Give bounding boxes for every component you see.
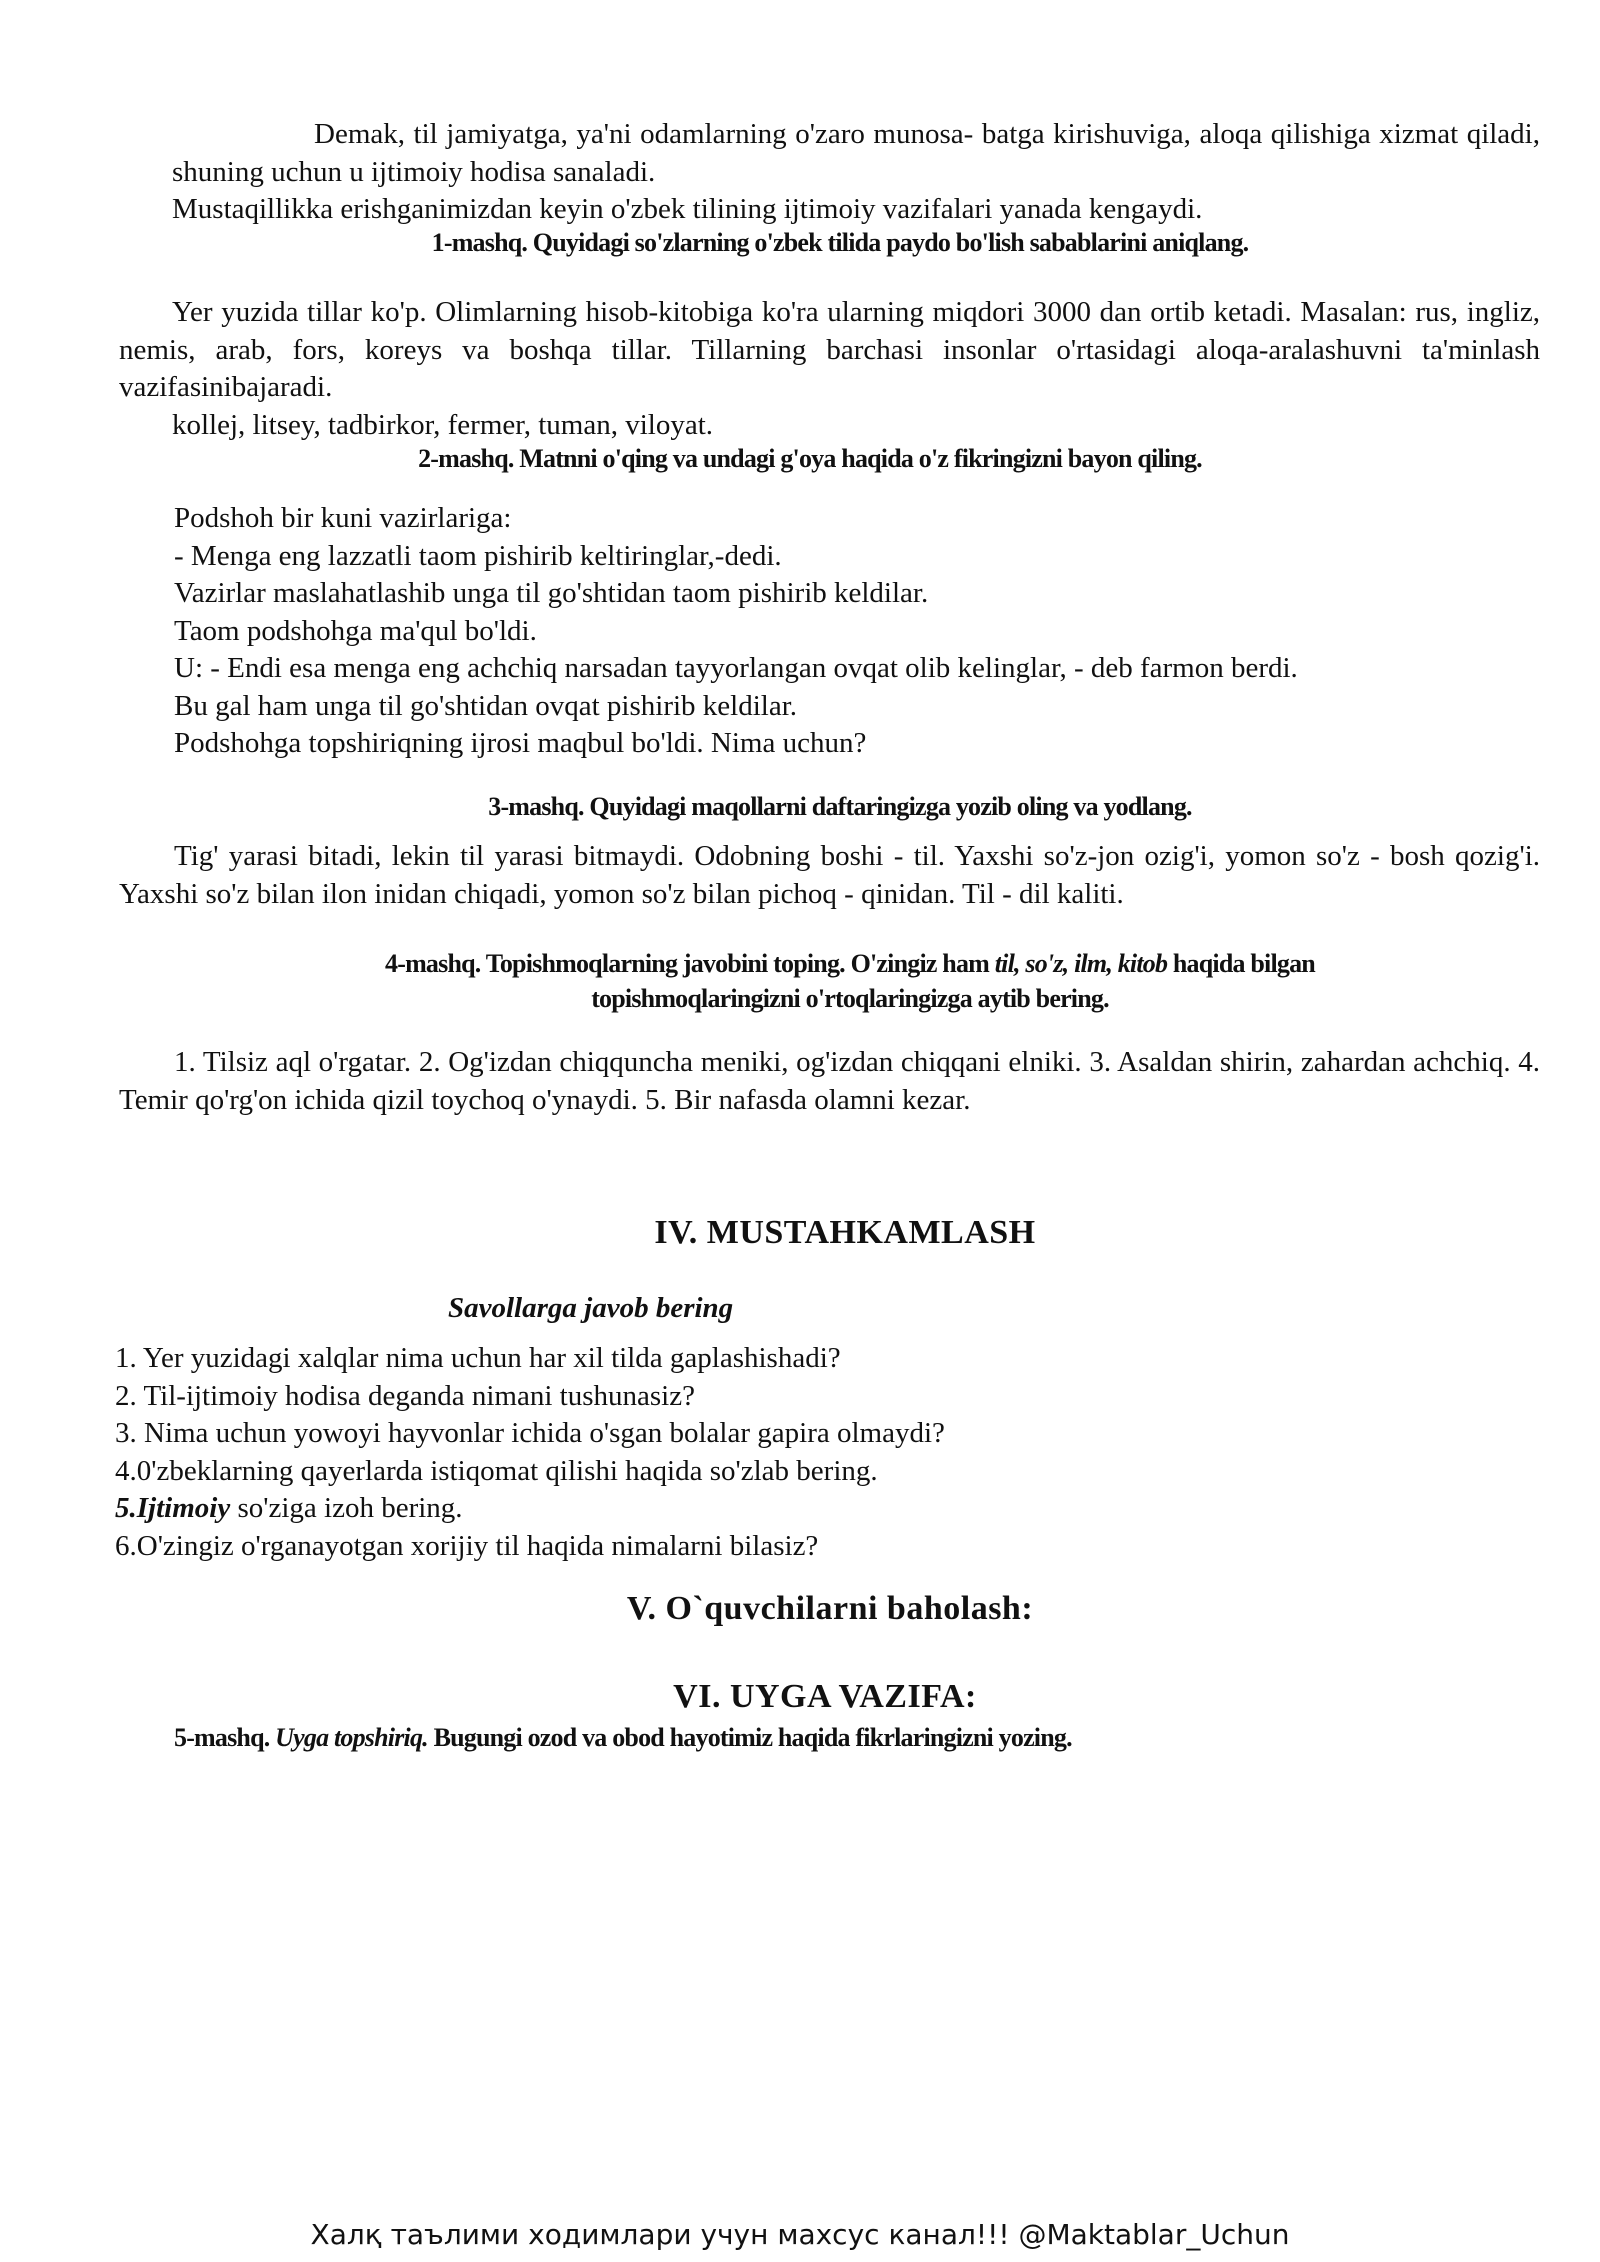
exercise-4-heading-part-b: haqida bilgan: [1172, 949, 1315, 978]
question-5-keyword: 5.Ijtimoiy: [115, 1492, 231, 1524]
homework-line: [174, 1720, 1072, 1755]
exercise-3-heading: 3-mashq. Quyidagi maqollarni daftaringizga yozib oling va yodlang.: [488, 792, 1192, 821]
exercise-2-heading: 2-mashq. Matnni o'qing va undagi g'oya haqida o'z fikringizni bayon qiling.: [418, 444, 1202, 473]
section-5-title: V. O`quvchilarni baholash:: [626, 1590, 1034, 1627]
question-item: [115, 1490, 1515, 1528]
exercise-4-heading: [200, 946, 1500, 1016]
question-item: 2. Til-ijtimoiy hodisa deganda nimani tushunasiz?: [115, 1379, 695, 1412]
homework-label: 5-mashq.: [174, 1723, 270, 1752]
section-4-subtitle: Savollarga javob bering: [448, 1292, 734, 1324]
section-4-questions: [115, 1340, 1515, 1565]
exercise-4-paragraph: 1. Tilsiz aql o'rgatar. 2. Og'izdan chiqquncha meniki, og'izdan chiqqani elniki. 3. Asaldan shirin, zahardan achchiq. 4. Temir qo'rg'on ichida qizil toychoq o'ynaydi. 5. Bir nafasda olamni kezar.: [119, 1046, 1540, 1116]
exercise-2-line: U: - Endi esa menga eng achchiq narsadan tayyorlangan ovqat olib kelinglar, - deb farmon berdi.: [174, 652, 1298, 684]
question-item: 3. Nima uchun yowoyi hayvonlar ichida o'sgan bolalar gapira olmaydi?: [115, 1417, 945, 1449]
exercise-2-line: - Menga eng lazzatli taom pishirib keltiringlar,-dedi.: [174, 539, 782, 572]
exercise-4-heading-part-a: 4-mashq. Topishmoqlarning javobini toping. O'zingiz ham: [385, 949, 990, 978]
question-item: 1. Yer yuzidagi xalqlar nima uchun har xil tilda gaplashishadi?: [115, 1342, 841, 1374]
question-item: 6.O'zingiz o'rganayotgan xorijiy til haqida nimalarni bilasiz?: [115, 1529, 819, 1562]
exercise-2-line: Taom podshohga ma'qul bo'ldi.: [174, 614, 537, 647]
exercise-2-line: Vazirlar maslahatlashib unga til go'shtidan taom pishirib keldilar.: [174, 577, 929, 609]
exercise-1-word-list: kollej, litsey, tadbirkor, fermer, tuman, viloyat.: [172, 409, 714, 441]
exercise-1-paragraph: Yer yuzida tillar ko'p. Olimlarning hisob-kitobiga ko'ra ularning miqdori 3000 dan ortib ketadi. Masalan: rus, ingliz, nemis, arab, fors, koreys va boshqa tillar. Tillarning barchasi insonlar o'rtasidagi aloqa-aralashuvni ta'minlash vazifasinibajaradi.: [119, 296, 1540, 403]
homework-text: Bugungi ozod va obod hayotimiz haqida fikrlaringizni yozing.: [433, 1723, 1072, 1752]
exercise-2-line: Podshoh bir kuni vazirlariga:: [174, 502, 512, 534]
exercise-1-heading: 1-mashq. Quyidagi so'zlarning o'zbek tilida paydo bo'lish sabablarini aniqlang.: [431, 228, 1249, 257]
question-item: 4.0'zbeklarning qayerlarda istiqomat qilishi haqida so'zlab bering.: [115, 1454, 878, 1487]
homework-italic: Uyga topshiriq.: [275, 1723, 428, 1752]
exercise-2-line: Podshohga topshiriqning ijrosi maqbul bo'ldi. Nima uchun?: [174, 727, 867, 759]
section-6-title: VI. UYGA VAZIFA:: [673, 1678, 977, 1715]
exercise-2-text: [174, 500, 1474, 763]
intro-paragraph: Demak, til jamiyatga, ya'ni odamlarning o'zaro munosa- batga kirishuviga, aloqa qilishiga xizmat qiladi, shuning uchun u ijtimoiy hodisa sanaladi.: [172, 118, 1540, 188]
channel-footer: Халқ таълими ходимлари учун махсус канал!!! @Maktablar_Uchun: [310, 2218, 1290, 2251]
section-4-title: IV. MUSTAHKAMLASH: [654, 1214, 1036, 1251]
exercise-4-heading-line-2: topishmoqlaringizni o'rtoqlaringizga aytib bering.: [591, 984, 1109, 1013]
exercise-4-heading-italic: til, so'z, ilm, kitob: [994, 949, 1168, 978]
exercise-2-line: Bu gal ham unga til go'shtidan ovqat pishirib keldilar.: [174, 689, 798, 722]
intro-paragraph-2: Mustaqillikka erishganimizdan keyin o'zbek tilining ijtimoiy vazifalari yanada kengaydi.: [172, 193, 1203, 225]
question-5-rest: so'ziga izoh bering.: [237, 1492, 463, 1524]
exercise-3-paragraph: Tig' yarasi bitadi, lekin til yarasi bitmaydi. Odobning boshi - til. Yaxshi so'z-jon ozig'i, yomon so'z - bosh qozig'i. Yaxshi so'z bilan ilon inidan chiqadi, yomon so'z bilan pichoq - qinidan. Til - dil kaliti.: [119, 840, 1540, 910]
